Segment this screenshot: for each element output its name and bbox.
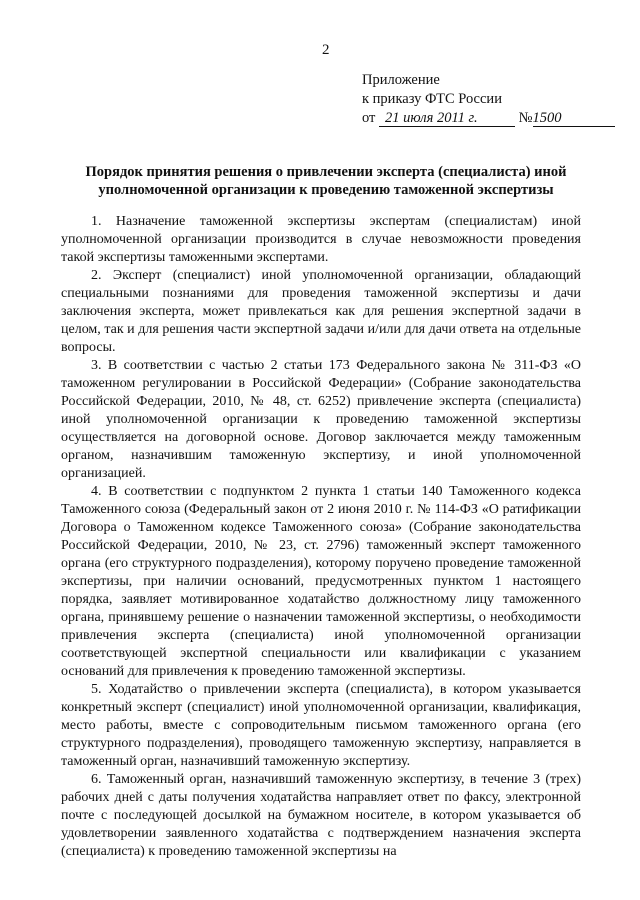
paragraph-1: 1. Назначение таможенной экспертизы экспертам (специалистам) иной уполномоченной организации производится в случае невозможности проведения такой экспертизы таможенными экспертами.: [61, 214, 581, 265]
paragraph-2: 2. Эксперт (специалист) иной уполномоченной организации, обладающий специальными познаниями для проведения таможенной экспертизы и дачи заключения эксперта, может привлекаться как для решения экспертной задачи в целом, так и для решения части экспертной задачи и/или для дачи ответа на отдельные вопросы.: [61, 268, 581, 355]
document-title: Порядок принятия решения о привлечении эксперта (специалиста) иной уполномоченной организации к проведению таможенной экспертизы: [85, 164, 567, 198]
paragraph-6: 6. Таможенный орган, назначивший таможенную экспертизу, в течение 3 (трех) рабочих дней с даты получения ходатайства направляет ответ по факсу, электронной почте с последующей досылкой на бумажном носителе, в котором указывается об удовлетворении заявленного ходатайства с подтверждением назначения эксперта (специалиста) к проведению таможенной экспертизы на: [61, 772, 581, 859]
order-number: 1500: [533, 111, 615, 127]
appendix-header: [362, 71, 615, 128]
paragraph-3: 3. В соответствии с частью 2 статьи 173 Федерального закона № 311-ФЗ «О таможенном регулировании в Российской Федерации» (Собрание законодательства Российской Федерации, 2010, № 48, ст. 6252) привлечение эксперта (специалиста) иной уполномоченной организации к проведению таможенной экспертизы осуществляется на договорной основе. Договор заключается между таможенным органом, назначившим таможенную экспертизу, и иной уполномоченной организацией.: [61, 358, 581, 481]
order-date: 21 июля 2011 г.: [379, 111, 515, 127]
document-body: [61, 213, 581, 861]
number-sign: №: [518, 110, 533, 126]
from-label: от: [362, 110, 376, 126]
appendix-order-reference: к приказу ФТС России: [362, 91, 502, 107]
paragraph-4: 4. В соответствии с подпунктом 2 пункта 1 статьи 140 Таможенного кодекса Таможенного союза (Федеральный закон от 2 июня 2010 г. № 114-ФЗ «О ратификации Договора о Таможенном кодексе Таможенного союза» (Собрание законодательства Российской Федерации, 2010, № 23, ст. 2796) таможенный эксперт таможенного органа (его структурного подразделения), которому поручено проведение таможенной экспертизы, при наличии оснований, предусмотренных пунктом 1 настоящего порядка, заявляет мотивированное ходатайство должностному лицу таможенного органа, принявшему решение о назначении таможенной экспертизы, о необходимости привлечения эксперта (специалиста) иной уполномоченной организации соответствующей экспертной специальности или квалификации с указанием оснований для привлечения к проведению таможенной экспертизы.: [61, 484, 581, 679]
page-number: 2: [322, 42, 330, 58]
appendix-title: Приложение: [362, 72, 440, 88]
appendix-date-line: [362, 109, 615, 128]
paragraph-5: 5. Ходатайство о привлечении эксперта (специалиста), в котором указывается конкретный эксперт (специалист) иной уполномоченной организации, квалификация, место работы, вместе с сопроводительным письмом таможенного органа (его структурного подразделения), проводящего таможенную экспертизу, направляется в таможенный орган, назначивший таможенную экспертизу.: [61, 682, 581, 769]
